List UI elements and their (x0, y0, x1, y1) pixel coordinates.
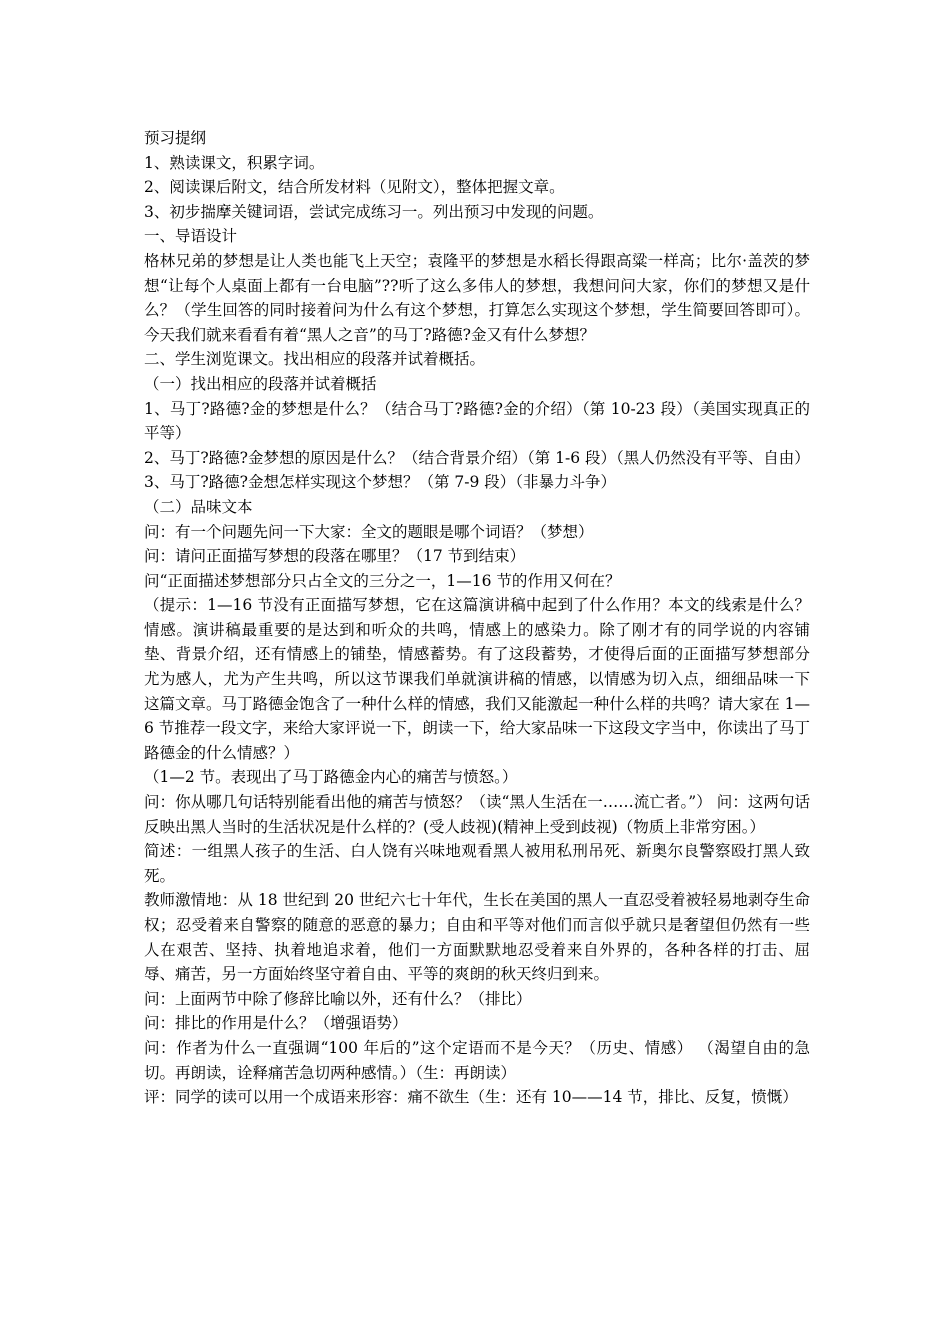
outline-item-1: 1、熟读课文，积累字词。 (144, 153, 325, 172)
qa-pain-anger: 问：你从哪几句话特别能看出他的痛苦与愤怒？（读“黑人生活在一……流亡者。”） 问：这两句话反映出黑人当时的生活状况是什么样的？(受人歧视)(精神上受到歧视)（物质上非常穷困。） (144, 793, 810, 836)
qa-parallelism: 问：排比的作用是什么？（增强语势） (144, 1014, 408, 1033)
outline-title: 预习提纲 (144, 129, 207, 147)
answer-sections-1-2: （1—2 节。表现出了马丁路德金内心的痛苦与愤怒。） (144, 768, 518, 787)
qa-section-role: 问“正面描述梦想部分只占全文的三分之一，1—16 节的作用又何在？ (144, 571, 621, 590)
qa-keyword: 问：有一个问题先问一下大家：全文的题眼是哪个词语？（梦想） (144, 522, 594, 541)
qa-rhetoric: 问：上面两节中除了修辞比喻以外，还有什么？（排比） (144, 989, 532, 1008)
question-3: 3、马丁?路德?金想怎样实现这个梦想？（第 7-9 段）（非暴力斗争） (144, 473, 617, 492)
subheading-savor-text: （二）品味文本 (144, 497, 253, 516)
qa-100-years: 问：作者为什么一直强调“100 年后的”这个定语而不是今天？（历史、情感） （渴望自由的急切。再朗读，诠释痛苦急切两种感情。）（生：再朗读） (144, 1038, 810, 1082)
question-1: 1、马丁?路德?金的梦想是什么？（结合马丁?路德?金的介绍）（第 10-23 段）（美国实现真正的平等） (144, 399, 810, 443)
question-2: 2、马丁?路德?金梦想的原因是什么？（结合背景介绍）（第 1-6 段）（黑人仍然没有平等、自由） (144, 448, 810, 467)
qa-dream-paragraphs: 问：请问正面描写梦想的段落在哪里？（17 节到结束） (144, 547, 526, 566)
intro-paragraph: 格林兄弟的梦想是让人类也能飞上天空；袁隆平的梦想是水稻长得跟高粱一样高；比尔·盖茨的梦想“让每个人桌面上都有一台电脑”??听了这么多伟人的梦想，我想问问大家，你们的梦想又是什么？（学生回答的同时接着问为什么有这个梦想，打算怎么实现这个梦想，学生简要回答即可）。今天我们就来看看有着“黑人之音”的马丁?路德?金又有什么梦想？ (144, 251, 810, 344)
summary-paragraph: 简述：一组黑人孩子的生活、白人饶有兴味地观看黑人被用私刑吊死、新奥尔良警察殴打黑人致死。 (144, 842, 810, 885)
teacher-paragraph: 教师激情地：从 18 世纪到 20 世纪六七十年代，生长在美国的黑人一直忍受着被轻易地剥夺生命权；忍受着来自警察的随意的恶意的暴力；自由和平等对他们而言似乎就只是奢望但仍然有一些人在艰苦、坚持、执着地追求着，他们一方面默默地忍受着来自外界的，各种各样的打击、屈辱、痛苦，另一方面始终坚守着自由、平等的爽朗的秋天终归到来。 (144, 891, 810, 984)
document-page (144, 126, 810, 1110)
comment-paragraph: 评：同学的读可以用一个成语来形容：痛不欲生（生：还有 10——14 节，排比、反复，愤慨） (144, 1088, 798, 1107)
subheading-find-paragraphs: （一）找出相应的段落并试着概括 (144, 374, 377, 393)
section-heading-intro: 一、导语设计 (144, 227, 238, 246)
section-heading-browse: 二、学生浏览课文。找出相应的段落并试着概括。 (144, 350, 486, 369)
outline-item-2: 2、阅读课后附文，结合所发材料（见附文），整体把握文章。 (144, 178, 565, 197)
hint-paragraph: （提示：1—16 节没有正面描写梦想，它在这篇演讲稿中起到了什么作用？本文的线索是什么？情感。演讲稿最重要的是达到和听众的共鸣，情感上的感染力。除了刚才有的同学说的内容铺垫、背景介绍，还有情感上的铺垫，情感蓄势。有了这段蓄势，才使得后面的正面描写梦想部分尤为感人，尤为产生共鸣，所以这节课我们单就演讲稿的情感，以情感为切入点，细细品味一下这篇文章。马丁路德金饱含了一种什么样的情感，我们又能激起一种什么样的共鸣？请大家在 1—6 节推荐一段文字，来给大家评说一下，朗读一下，给大家品味一下这段文字当中，你读出了马丁路德金的什么情感？） (144, 596, 810, 762)
outline-item-3: 3、初步揣摩关键词语，尝试完成练习一。列出预习中发现的问题。 (144, 202, 604, 221)
